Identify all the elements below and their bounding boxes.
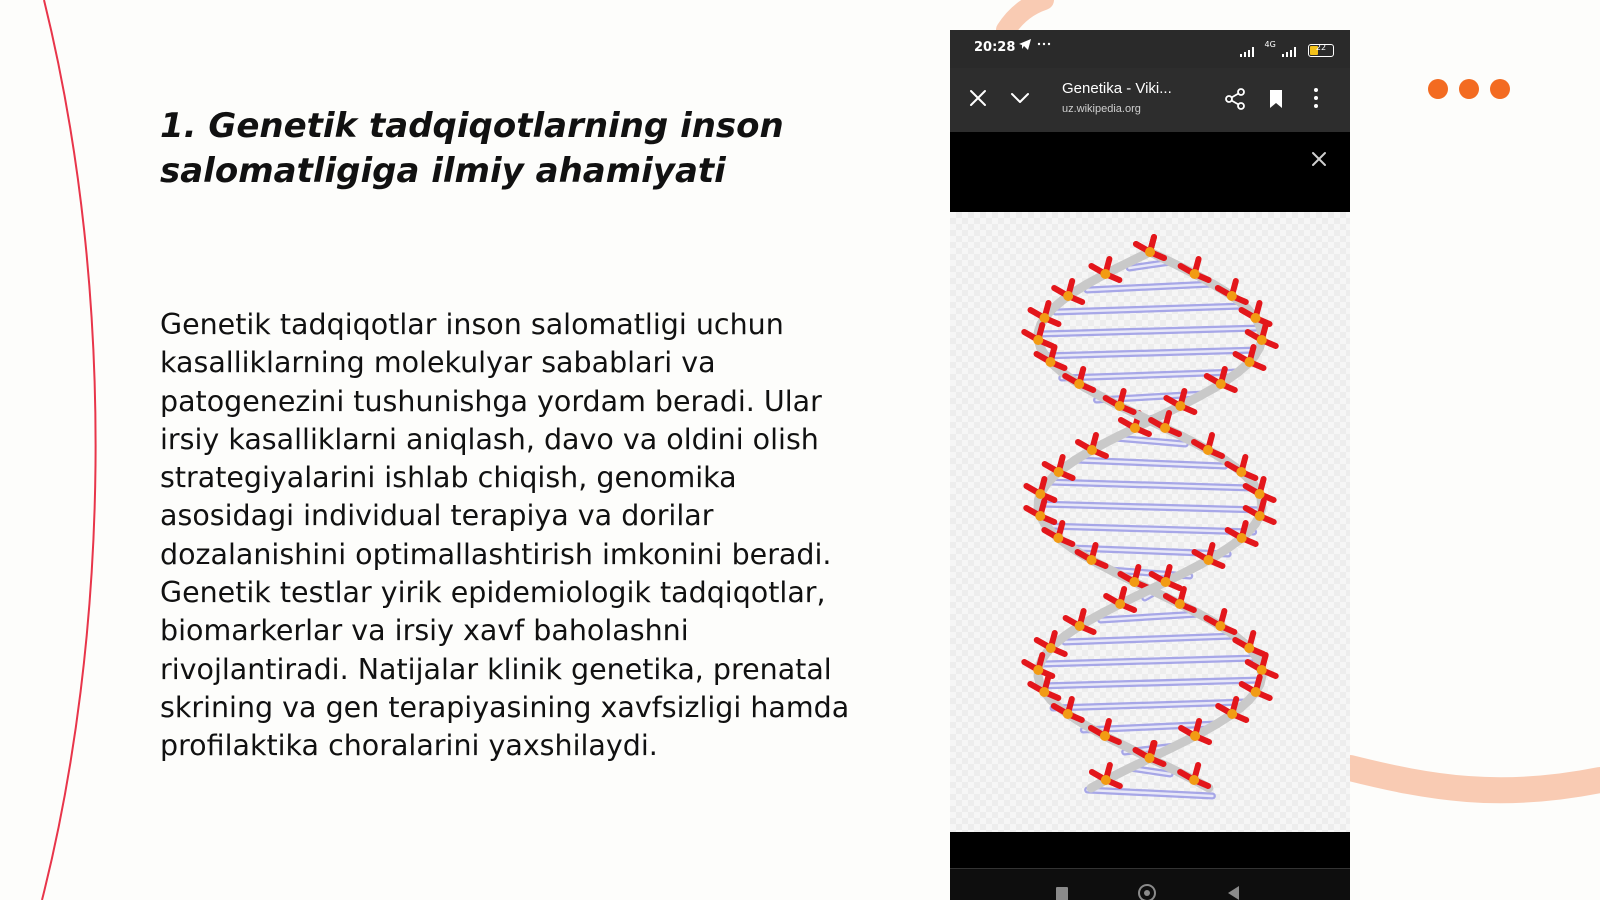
back-icon[interactable] (1228, 886, 1239, 900)
browser-page-title: Genetika - Viki... (1062, 80, 1172, 97)
status-bar (950, 30, 1350, 68)
browser-toolbar (950, 68, 1350, 132)
recents-icon[interactable] (1056, 887, 1068, 900)
network-type: 4G (1264, 40, 1276, 49)
bottom-right-swoosh (1350, 768, 1600, 790)
dna-image (950, 212, 1350, 832)
close-icon[interactable] (968, 88, 988, 108)
android-nav-bar (950, 868, 1350, 900)
phone-screenshot (950, 30, 1350, 900)
battery-level: 22 (1315, 43, 1327, 52)
overlay-close-icon[interactable] (1310, 150, 1328, 168)
battery-icon (1308, 44, 1334, 57)
dot-1 (1428, 79, 1448, 99)
slide-body-text: Genetik tadqiqotlar inson salomatligi uchun kasalliklarning molekulyar sabablari va patogenezini tushunishga yordam beradi. Ular irsiy kasalliklarni aniqlash, davo va oldini olish strategiyalarini ishlab chiqish, genomika asosidagi individual terapiya va dorilar dozalanishini optimallashtirish imkonini beradi. Genetik testlar yirik epidemiologik tadqiqotlar, biomarkerlar va irsiy xavf baholashni rivojlantiradi. Natijalar klinik genetika, prenatal skrining va gen terapiyasining xavfsizligi hamda profilaktika choralarini yaxshilaydi. (160, 308, 850, 763)
status-time: 20:28 (974, 40, 1016, 55)
menu-icon[interactable] (1312, 86, 1320, 110)
dot-3 (1490, 79, 1510, 99)
home-icon[interactable] (1138, 884, 1156, 900)
top-swoosh (1006, 0, 1044, 30)
bookmark-icon[interactable] (1268, 88, 1284, 110)
share-icon[interactable] (1224, 88, 1246, 110)
left-arc-line (42, 0, 96, 900)
more-dots-icon (1036, 36, 1052, 50)
signal-icon (1239, 44, 1259, 58)
status-right-cluster (1239, 40, 1334, 59)
dot-2 (1459, 79, 1479, 99)
decorative-dots (1428, 79, 1510, 99)
telegram-icon (1018, 38, 1032, 51)
browser-url: uz.wikipedia.org (1062, 103, 1141, 115)
slide-title: 1. Genetik tadqiqotlarning inson salomatligiga ilmiy ahamiyati (160, 106, 784, 191)
dna-helix-model (950, 212, 1350, 832)
signal-icon-2 (1281, 44, 1301, 58)
chevron-down-icon[interactable] (1010, 90, 1030, 106)
